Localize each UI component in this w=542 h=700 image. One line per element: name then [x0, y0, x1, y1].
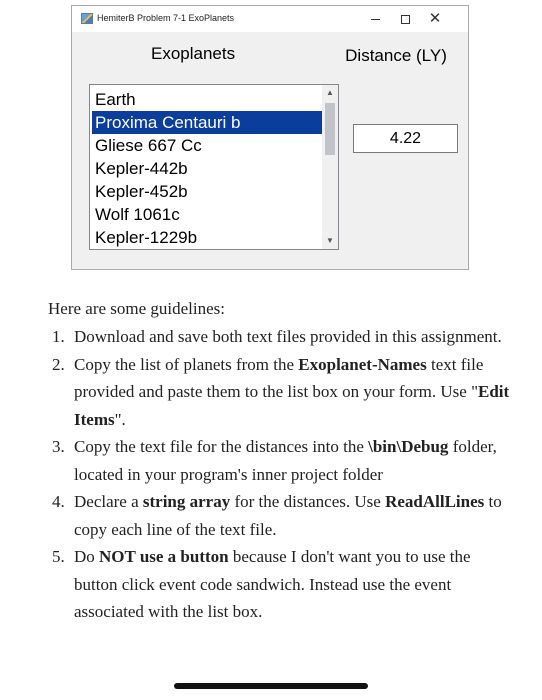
step-text: Do [74, 547, 100, 566]
listbox-scrollbar[interactable] [322, 85, 338, 249]
distance-textbox[interactable]: 4.22 [353, 124, 458, 153]
step-text: Declare a [74, 492, 143, 511]
scroll-up-icon[interactable]: ▲ [326, 88, 334, 97]
guideline-step [48, 323, 518, 351]
app-icon [81, 13, 93, 24]
minimize-icon [371, 19, 380, 20]
scroll-down-icon[interactable]: ▼ [326, 236, 334, 245]
maximize-button[interactable] [390, 6, 420, 32]
step-emphasis-text: ReadAllLines [385, 492, 485, 511]
step-number: 5. [52, 547, 65, 566]
window-title: HemiterB Problem 7-1 ExoPlanets [97, 13, 235, 23]
step-emphasis-text: Edit Items [74, 382, 510, 429]
step-text: Copy the list of planets from the [74, 354, 299, 374]
step-number: 1. [52, 327, 65, 346]
planet-list-item[interactable]: Kepler-1229b [95, 228, 198, 247]
planet-list-item[interactable]: Earth [95, 90, 136, 109]
guidelines-list [48, 323, 518, 626]
step-emphasis-text: \bin\Debug [368, 437, 449, 456]
guideline-step [48, 351, 518, 434]
step-text: Download and save both text files provided in this assignment. [74, 327, 502, 346]
step-text: to copy each line of the text file. [74, 492, 502, 539]
step-text: because I don't want you to use the button click event code sandwich. Instead use the event associated with the list box. [74, 547, 471, 621]
step-number: 3. [52, 437, 65, 456]
planet-list-item[interactable]: Kepler-452b [95, 182, 188, 201]
step-number: 4. [52, 492, 65, 511]
planet-listbox[interactable] [89, 84, 339, 250]
step-number: 2. [52, 354, 65, 374]
step-emphasis-text: Exoplanet-Names [298, 354, 427, 374]
guideline-step [48, 543, 518, 626]
maximize-icon [401, 15, 410, 24]
close-button[interactable]: ✕ [428, 10, 442, 27]
exoplanets-label: Exoplanets [151, 44, 236, 63]
window-titlebar[interactable] [72, 6, 468, 32]
guideline-step [48, 488, 518, 543]
step-text: folder, located in your program's inner project folder [74, 437, 497, 484]
planet-list-item[interactable]: Proxima Centauri b [92, 111, 322, 134]
guidelines-intro: Here are some guidelines: [48, 299, 226, 318]
minimize-button[interactable] [360, 6, 390, 32]
step-emphasis-text: NOT use a button [99, 547, 229, 566]
home-indicator[interactable] [174, 683, 368, 689]
planet-list-item[interactable]: Wolf 1061c [95, 205, 180, 224]
guideline-step [48, 433, 518, 488]
planet-list-item[interactable]: Kepler-442b [95, 159, 188, 178]
step-text: Copy the text file for the distances into the [74, 437, 369, 456]
step-text: text file provided and paste them to the list box on your form. Use " [74, 354, 484, 401]
scroll-thumb[interactable] [325, 103, 335, 155]
step-text: for the distances. Use [230, 492, 386, 511]
exoplanets-window [71, 5, 469, 270]
planet-list-item[interactable]: Gliese 667 Cc [95, 136, 202, 155]
step-text: ". [114, 409, 126, 429]
guidelines-section [48, 297, 518, 626]
distance-label: Distance (LY) [345, 46, 447, 65]
step-emphasis-text: string array [142, 492, 231, 511]
